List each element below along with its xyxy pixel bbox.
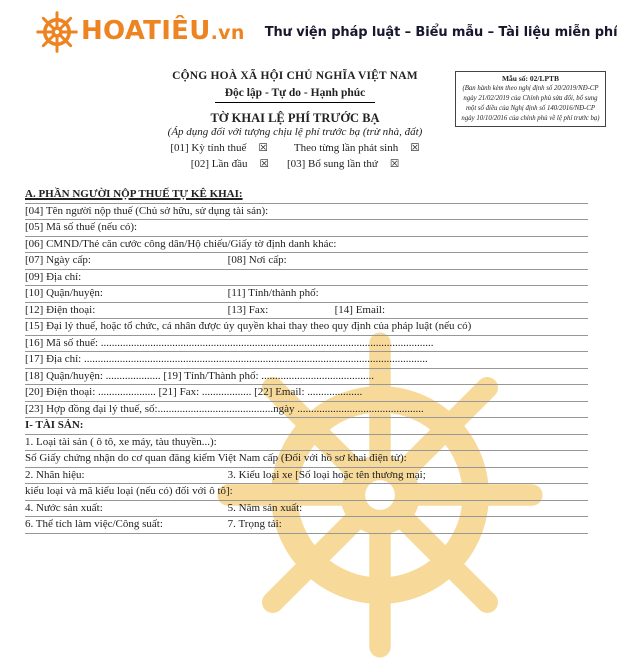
form-subtitle: (Áp dụng đối với tượng chịu lệ phí trước bạ (trừ nhà, đất)	[167, 126, 423, 138]
logo-text: HOATIÊU	[81, 16, 211, 46]
form-field-label: 6. Thể tích làm việc/Công suất:	[25, 518, 163, 530]
form-field-label: [16] Mã số thuế: .........................................................................................................................	[25, 336, 434, 349]
logo-link[interactable]	[36, 10, 245, 54]
checkbox-icon: ☒	[389, 158, 400, 170]
form-number: Mẫu số: 02/LPTB	[501, 74, 560, 83]
form-row	[25, 385, 588, 402]
form-field-label: [14] Email:	[334, 303, 386, 316]
national-title: CỘNG HOÀ XÃ HỘI CHỦ NGHĨA VIỆT NAM	[172, 70, 418, 82]
form-field-label: 5. Năm sản xuất:	[227, 501, 303, 514]
option-label: Theo từng lần phát sinh	[293, 142, 399, 154]
option-label: [01] Kỳ tính thuế	[170, 142, 247, 154]
form-row	[25, 451, 588, 468]
form-row	[25, 402, 588, 419]
form-field-label: [15] Đại lý thuế, hoặc tổ chức, cá nhân được ủy quyền khai thay theo quy định của pháp luật (nếu có)	[25, 320, 472, 332]
form-row	[25, 468, 588, 485]
form-row	[25, 220, 588, 237]
form-field-label: [06] CMND/Thẻ căn cước công dân/Hộ chiếu/Giấy tờ định danh khác:	[25, 237, 337, 250]
site-slogan: Thư viện pháp luật – Biểu mẫu – Tài liệu miễn phí	[264, 24, 617, 40]
form-row	[25, 418, 588, 435]
checkbox-icon: ☒	[259, 158, 269, 170]
option-label: [02] Lần đầu	[190, 158, 248, 170]
form-row	[25, 270, 588, 287]
checkbox-icon: ☒	[258, 142, 268, 154]
form-row	[25, 187, 588, 204]
form-row	[25, 517, 588, 534]
form-row	[25, 369, 588, 386]
form-field-label: [17] Địa chỉ: .............................................................................................................................	[25, 353, 428, 365]
form-field-label: 7. Trọng tải:	[227, 518, 282, 530]
form-field-label: [07] Ngày cấp:	[25, 254, 91, 266]
form-field-label: I- TÀI SẢN:	[25, 419, 84, 431]
form-field-label: [05] Mã số thuế (nếu có):	[25, 221, 138, 233]
form-row	[25, 204, 588, 221]
option-row-1	[25, 141, 565, 155]
form-field-label: 2. Nhãn hiệu:	[25, 468, 85, 481]
form-field-label: A. PHẦN NGƯỜI NỘP THUẾ TỰ KÊ KHAI:	[25, 188, 243, 200]
form-number-note: (Ban hành kèm theo nghị định số 20/2019/NĐ-CP ngày 21/02/2019 của Chính phủ sửa đổi, bổ sung một số điều của Nghị định số 140/2016/NĐ-CP ngày 10/10/2016 của chính phủ về lệ phí trước bạ)	[461, 85, 600, 122]
form-field-label: [04] Tên người nộp thuế (Chủ sở hữu, sử dụng tài sản):	[25, 204, 269, 217]
form-number-box	[455, 71, 606, 127]
form-row	[25, 237, 588, 254]
option-row-2	[25, 157, 565, 171]
form-row	[25, 352, 588, 369]
form-row	[25, 435, 588, 452]
form-field-label: kiểu loại và mã kiểu loại (nếu có) đối với ô tô]:	[25, 485, 233, 497]
form-field-label: 4. Nước sản xuất:	[25, 501, 103, 514]
form-row	[25, 253, 588, 270]
form-row	[25, 303, 588, 320]
form-row	[25, 484, 588, 501]
form-title: TỜ KHAI LỆ PHÍ TRƯỚC BẠ	[210, 111, 380, 125]
form-field-label: 1. Loại tài sản ( ô tô, xe máy, tàu thuyền...):	[25, 435, 217, 448]
form-field-label: [08] Nơi cấp:	[227, 254, 287, 266]
form-field-label: [12] Điện thoại:	[25, 303, 96, 316]
form-row	[25, 319, 588, 336]
national-motto: Độc lập - Tự do - Hạnh phúc	[215, 87, 376, 103]
form-field-label: [09] Địa chỉ:	[25, 270, 82, 283]
form-row	[25, 336, 588, 353]
form-field-label: [20] Điện thoại: ..................... [21] Fax: .................. [22] Email: ....................	[25, 386, 363, 398]
ship-wheel-icon	[36, 11, 78, 53]
form-field-label: [13] Fax:	[227, 303, 269, 316]
form-row	[25, 501, 588, 518]
checkbox-icon: ☒	[410, 142, 420, 154]
form-field-label: [23] Hợp đồng đại lý thuế, số:..........................................ngày ..............................................	[25, 402, 424, 415]
logo-tld: .vn	[210, 22, 245, 44]
logo-wordmark	[81, 10, 245, 54]
site-header	[36, 9, 617, 55]
form-field-label: [18] Quận/huyện: .................... [19] Tỉnh/Thành phố: .........................................	[25, 369, 375, 382]
form-field-label: Số Giấy chứng nhận do cơ quan đăng kiểm Việt Nam cấp (Đối với hồ sơ khai điện tử):	[25, 452, 407, 464]
form-row	[25, 286, 588, 303]
form-field-label: [11] Tỉnh/thành phố:	[227, 287, 319, 299]
form-field-label: 3. Kiểu loại xe [Số loại hoặc tên thương mại;	[227, 468, 426, 481]
option-label: [03] Bổ sung lần thứ	[286, 158, 378, 170]
form-table	[25, 187, 588, 534]
form-field-label: [10] Quận/huyện:	[25, 287, 103, 299]
